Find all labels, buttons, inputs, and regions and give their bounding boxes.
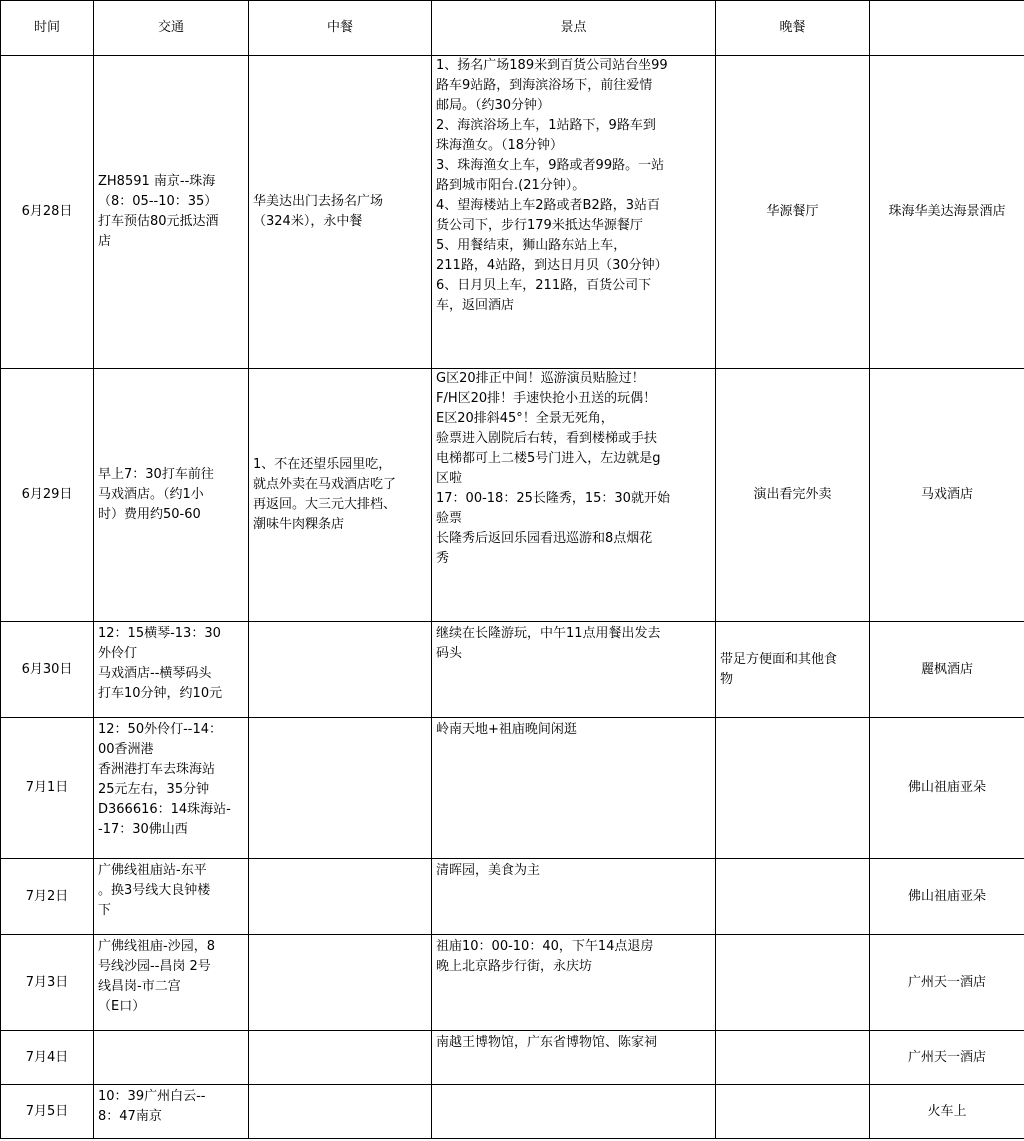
table-row: [1, 935, 1024, 1031]
date-text: 6月29日: [21, 487, 73, 502]
cell-transport: [94, 935, 249, 1031]
hotel-text: 马戏酒店: [920, 487, 973, 502]
dinner-text: 带足方便面和其他食 物: [720, 651, 838, 687]
cell-sights: [432, 56, 716, 369]
hotel-text: 麗枫酒店: [920, 661, 973, 677]
header-dinner: 晚餐: [716, 1, 870, 56]
cell-date: [1, 369, 94, 622]
cell-hotel: [870, 859, 1024, 935]
cell-lunch: [249, 1085, 432, 1139]
header-date: 时间: [1, 1, 94, 56]
lunch-text: [249, 1110, 431, 1114]
table-row: [1, 369, 1024, 622]
hotel-text: 火车上: [927, 1103, 967, 1119]
sights-text: [432, 1085, 715, 1089]
cell-hotel: [870, 56, 1024, 369]
cell-sights: [432, 1085, 716, 1139]
cell-date: [1, 56, 94, 369]
cell-date: [1, 859, 94, 935]
sights-text: G区20排正中间！巡游演员贴脸过！ F/H区20排！手速快抢小丑送的玩偶！ E区20排斜45°！全景无死角， 验票进入剧院后右转，看到楼梯或手扶 电梯都可上二楼5号门进入，左边就是g 区啦 17：00-18：25长隆秀，15：30就开始 验票 长隆秀后返回乐园看迅巡游和8点烟花 秀: [436, 371, 670, 566]
cell-transport: [94, 1085, 249, 1139]
cell-transport: [94, 622, 249, 718]
lunch-text: 华美达出门去扬名广场 （324米），永中餐: [253, 194, 384, 229]
cell-date: [1, 935, 94, 1031]
sights-text: 祖庙10：00-10：40，下午14点退房 晚上北京路步行街，永庆坊: [436, 939, 654, 974]
transport-text: [94, 1031, 248, 1035]
cell-dinner: [716, 859, 870, 935]
cell-transport: [94, 1031, 249, 1085]
date-text: 7月2日: [25, 888, 69, 904]
cell-dinner: [716, 369, 870, 622]
cell-sights: [432, 859, 716, 935]
cell-dinner: [716, 1031, 870, 1085]
hotel-text: 广州天一酒店: [907, 1049, 986, 1065]
sights-text: 继续在长隆游玩，中午11点用餐出发去 码头: [436, 626, 661, 661]
cell-lunch: [249, 718, 432, 859]
transport-text: 12：15横琴-13：30 外伶仃 马戏酒店--横琴码头 打车10分钟，约10元: [98, 626, 223, 701]
lunch-text: [249, 895, 431, 899]
lunch-text: [249, 981, 431, 985]
header-transport: 交通: [94, 1, 249, 56]
cell-sights: [432, 718, 716, 859]
cell-dinner: [716, 56, 870, 369]
sights-text: 岭南天地+祖庙晚间闲逛: [436, 722, 577, 737]
cell-transport: [94, 56, 249, 369]
cell-lunch: [249, 622, 432, 718]
hotel-text: 广州天一酒店: [907, 974, 986, 990]
sights-text: 1、扬名广场189米到百货公司站台坐99 路车9站路，到海滨浴场下，前往爱情 邮局。（约30分钟） 2、海滨浴场上车，1站路下，9路车到 珠海渔女。（18分钟） 3、珠海渔女上车，9路或者99路。一站 路到城市阳台.(21分钟）。 4、望海楼站上车2路或者B2路，3站百 货公司下，步行179米抵达华源餐厅 5、用餐结束，狮山路东站上车， 211路，4站路，到达日月贝（30分钟） 6、日月贝上车，211路，百货公司下 车，返回酒店: [436, 58, 668, 313]
cell-dinner: [716, 935, 870, 1031]
header-lunch: 中餐: [249, 1, 432, 56]
cell-lunch: [249, 369, 432, 622]
table-row: [1, 56, 1024, 369]
header-hotel: [870, 1, 1024, 56]
cell-hotel: [870, 1085, 1024, 1139]
lunch-text: [249, 786, 431, 790]
table-row: [1, 1031, 1024, 1085]
date-text: 7月5日: [25, 1103, 69, 1119]
cell-sights: [432, 1031, 716, 1085]
cell-hotel: [870, 718, 1024, 859]
transport-text: 广佛线祖庙站-东平 。换3号线大良钟楼 下: [98, 863, 211, 918]
cell-hotel: [870, 935, 1024, 1031]
lunch-text: [249, 668, 431, 672]
table-row: [1, 859, 1024, 935]
cell-date: [1, 1031, 94, 1085]
cell-date: [1, 1085, 94, 1139]
cell-lunch: [249, 56, 432, 369]
date-text: 6月30日: [21, 661, 73, 677]
transport-text: 早上7：30打车前往 马戏酒店。（约1小 时）费用约50-60: [98, 467, 214, 522]
cell-hotel: [870, 622, 1024, 718]
hotel-text: 佛山祖庙亚朵: [907, 780, 986, 795]
cell-dinner: [716, 622, 870, 718]
hotel-text: 珠海华美达海景酒店: [888, 204, 1006, 219]
transport-text: 广佛线祖庙-沙园，8 号线沙园--昌岗 2号 线昌岗-市二宫 （E口）: [98, 939, 215, 1014]
sights-text: 南越王博物馆，广东省博物馆、陈家祠: [436, 1035, 658, 1050]
cell-lunch: [249, 1031, 432, 1085]
header-row: [1, 1, 1024, 56]
cell-transport: [94, 718, 249, 859]
date-text: 6月28日: [21, 204, 73, 219]
cell-date: [1, 622, 94, 718]
date-text: 7月1日: [25, 780, 69, 795]
sights-text: 清晖园，美食为主: [436, 863, 541, 878]
transport-text: ZH8591 南京--珠海 （8：05--10：35） 打车预估80元抵达酒 店: [98, 174, 219, 249]
cell-transport: [94, 369, 249, 622]
transport-text: 10：39广州白云-- 8：47南京: [98, 1089, 206, 1124]
table-row: [1, 718, 1024, 859]
cell-dinner: [716, 718, 870, 859]
cell-sights: [432, 369, 716, 622]
cell-date: [1, 718, 94, 859]
transport-text: 12：50外伶仃--14： 00香洲港 香洲港打车去珠海站 25元左右，35分钟 D366616：14珠海站- -17：30佛山西: [98, 722, 231, 837]
cell-lunch: [249, 935, 432, 1031]
cell-hotel: [870, 1031, 1024, 1085]
cell-lunch: [249, 859, 432, 935]
cell-sights: [432, 622, 716, 718]
date-text: 7月3日: [25, 974, 69, 990]
cell-dinner: [716, 1085, 870, 1139]
cell-transport: [94, 859, 249, 935]
table-row: [1, 1085, 1024, 1139]
hotel-text: 佛山祖庙亚朵: [907, 888, 986, 904]
cell-sights: [432, 935, 716, 1031]
date-text: 7月4日: [25, 1049, 69, 1065]
header-sights: 景点: [432, 1, 716, 56]
table-row: [1, 622, 1024, 718]
lunch-text: [249, 1056, 431, 1060]
dinner-text: 华源餐厅: [766, 204, 819, 219]
dinner-text: 演出看完外卖: [753, 487, 832, 502]
lunch-text: 1、不在还望乐园里吃， 就点外卖在马戏酒店吃了 再返回。大三元大排档、 潮味牛肉粿条店: [253, 457, 397, 532]
cell-hotel: [870, 369, 1024, 622]
